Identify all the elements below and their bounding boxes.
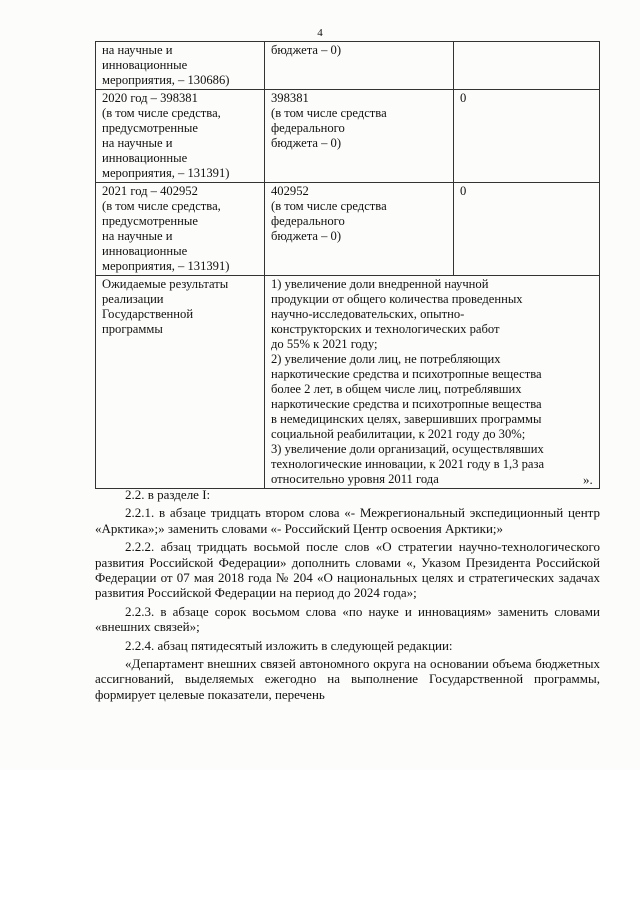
table-row: [96, 42, 600, 90]
paragraph: 2.2.3. в абзаце сорок восьмом слова «по науке и инновациям» заменить словами «внешних связей»;: [95, 603, 600, 635]
table-cell: 402952 (в том числе средства федерального бюджета – 0): [265, 183, 454, 276]
table-cell: на научные и инновационные мероприятия, – 130686): [96, 42, 265, 90]
paragraph: 2.2. в разделе I:: [125, 487, 211, 502]
table-cell: 0: [454, 90, 600, 183]
table-row: [96, 276, 600, 489]
table-cell: 2021 год – 402952 (в том числе средства, предусмотренные на научные и инновационные мероприятия, – 131391): [96, 183, 265, 276]
table-cell: 0: [454, 183, 600, 276]
table-cell: 2020 год – 398381 (в том числе средства, предусмотренные на научные и инновационные мероприятия, – 131391): [96, 90, 265, 183]
paragraph: 2.2.4. абзац пятидесятый изложить в следующей редакции:: [125, 637, 453, 653]
table-row: [96, 183, 600, 276]
document-body: [95, 487, 600, 705]
funding-table: [95, 41, 600, 489]
paragraph: «Департамент внешних связей автономного округа на основании объема бюджетных ассигнований, выделяемых ежегодно на выполнение Государственной программы, формирует целевые показатели, перечень: [95, 656, 600, 702]
table-row: [96, 90, 600, 183]
table-cell: [454, 42, 600, 90]
paragraph: 2.2.2. абзац тридцать восьмой после слов «О стратегии научно-технологического развития Российской Федерации» дополнить словами «, Указом Президента Российской Федерации от 07 мая 2018 года № 204 «О национальных целях и стратегических задачах развития Российской Федерации на период до 2024 года»;: [95, 539, 600, 601]
closing-quote: ».: [583, 472, 593, 487]
results-text-cell: 1) увеличение доли внедренной научной продукции от общего количества проведенных научно-исследовательских, опытно- конструкторских и технологических работ до 55% к 2021 году; 2) увеличение доли лиц, не потребляющих наркотические средства и психотропные вещества более 2 лет, в общем числе лиц, потреблявших наркотические средства и психотропные вещества в немедицинских целях, завершивших программы социальной реабилитации, к 2021 году до 30%; 3) увеличение доли организаций, осуществлявших технологические инновации, к 2021 году в 1,3 раза относительно уровня 2011 года: [265, 276, 600, 489]
blank-area: [0, 770, 640, 905]
results-label-cell: Ожидаемые результаты реализации Государственной программы: [96, 276, 265, 489]
table-cell: 398381 (в том числе средства федерального бюджета – 0): [265, 90, 454, 183]
page-number: 4: [317, 27, 323, 39]
paragraph: 2.2.1. в абзаце тридцать втором слова «- Межрегиональный экспедиционный центр «Арктика»;» заменить словами «- Российский Центр освоения Арктики;»: [95, 505, 600, 536]
table-cell: бюджета – 0): [265, 42, 454, 90]
